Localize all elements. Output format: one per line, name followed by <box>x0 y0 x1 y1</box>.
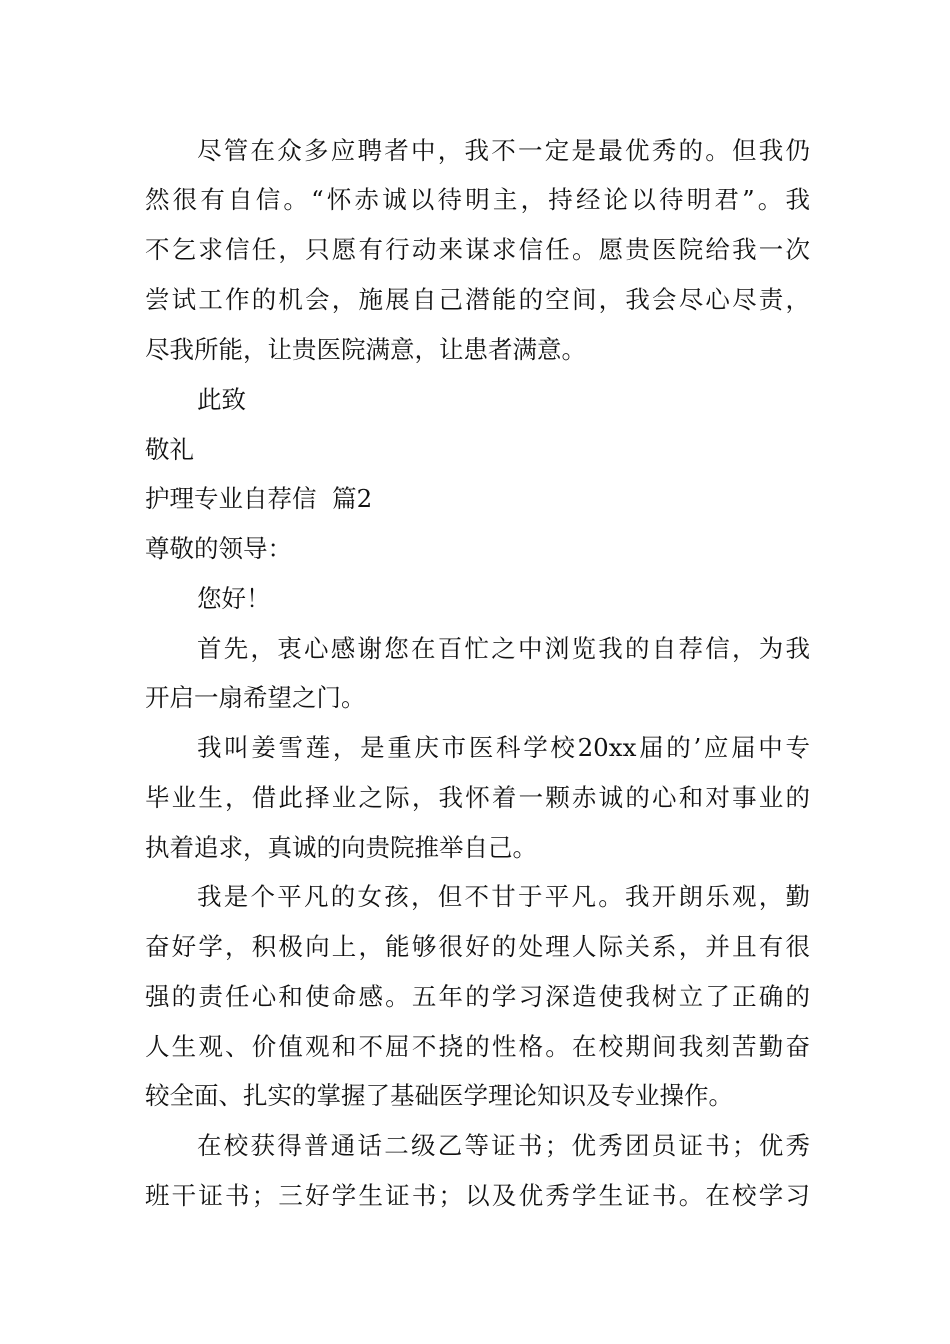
body-text-line: 尝试工作的机会，施展自己潜能的空间，我会尽心尽责， <box>145 285 810 314</box>
body-text-line: 执着追求，真诚的向贵院推举自己。 <box>145 833 537 862</box>
body-text-line: 强的责任心和使命感。五年的学习深造使我树立了正确的 <box>145 982 810 1011</box>
body-text-line: 奋好学，积极向上，能够很好的处理人际关系，并且有很 <box>145 932 810 961</box>
body-text-line: 我叫姜雪莲，是重庆市医科学校20xx届的’应届中专 <box>197 733 810 762</box>
body-text-line: 首先，衷心感谢您在百忙之中浏览我的自荐信，为我 <box>197 634 810 663</box>
body-text-line: 较全面、扎实的掌握了基础医学理论知识及专业操作。 <box>145 1081 733 1110</box>
letter-greeting: 您好！ <box>197 584 271 613</box>
body-text-line: 尽管在众多应聘者中，我不一定是最优秀的。但我仍 <box>197 136 810 165</box>
body-text-line: 在校获得普通话二级乙等证书；优秀团员证书；优秀 <box>197 1131 810 1160</box>
body-text-line: 毕业生，借此择业之际，我怀着一颗赤诚的心和对事业的 <box>145 783 810 812</box>
closing-salutation: 此致 <box>197 385 246 414</box>
body-text-line: 人生观、价值观和不屈不挠的性格。在校期间我刻苦勤奋 <box>145 1032 810 1061</box>
letter-addressee: 尊敬的领导： <box>145 534 292 563</box>
body-text-line: 尽我所能，让贵医院满意，让患者满意。 <box>145 335 586 364</box>
body-text-line: 然很有自信。“怀赤诚以待明主，持经论以待明君”。我 <box>145 185 810 214</box>
body-text-line: 不乞求信任，只愿有行动来谋求信任。愿贵医院给我一次 <box>145 235 810 264</box>
body-text-line: 我是个平凡的女孩，但不甘于平凡。我开朗乐观，勤 <box>197 882 810 911</box>
body-text-line: 开启一扇希望之门。 <box>145 683 366 712</box>
section-title: 护理专业自荐信 篇2 <box>145 484 373 513</box>
closing-regards: 敬礼 <box>145 435 194 464</box>
body-text-line: 班干证书；三好学生证书；以及优秀学生证书。在校学习 <box>145 1181 810 1210</box>
